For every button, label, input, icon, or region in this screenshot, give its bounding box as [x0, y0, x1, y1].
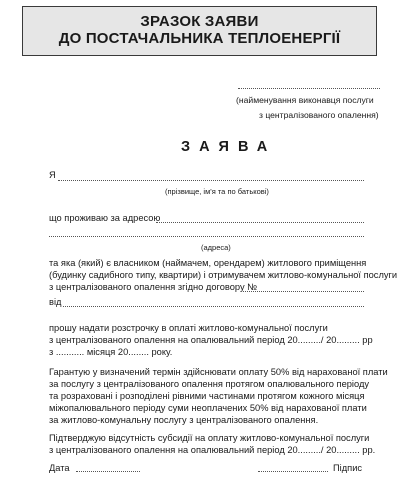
address-label: що проживаю за адресою: [49, 213, 161, 223]
guarantee-paragraph-line-5: за житлово-комунальну послугу з централізованого опалення.: [49, 415, 319, 425]
contract-date-line[interactable]: [63, 306, 364, 307]
document-title: ЗАЯВА: [181, 139, 277, 155]
guarantee-paragraph-line-1: Гарантую у визначений термін здійснювати оплату 50% від нарахованої плати: [49, 367, 388, 377]
address-line-1[interactable]: [156, 222, 364, 223]
header-box: [22, 6, 377, 56]
subsidy-paragraph-line-2: з централізованого опалення на опалювальний період 20........./ 20......... рр.: [49, 445, 376, 455]
guarantee-paragraph-line-4: міжопалювального періоду суми неоплачених 50% від нарахованої плати: [49, 403, 367, 413]
request-paragraph-line-2: з централізованого опалення на опалювальний період 20........./ 20......... рр: [49, 335, 373, 345]
guarantee-paragraph-line-2: за послугу з централізованого опалення протягом опалювального періоду: [49, 379, 370, 389]
date-line[interactable]: [76, 471, 140, 472]
recipient-name-line[interactable]: [238, 88, 380, 89]
recipient-hint-line-1: (найменування виконавця послуги: [236, 95, 374, 105]
applicant-name-hint: (прізвище, ім'я та по батькові): [165, 187, 269, 196]
contract-date-label: від: [49, 297, 62, 307]
signature-line[interactable]: [258, 471, 328, 472]
header-title-line-2: ДО ПОСТАЧАЛЬНИКА ТЕПЛОЕНЕРГІЇ: [58, 30, 341, 47]
contract-number-line[interactable]: [243, 291, 364, 292]
header-title-line-1: ЗРАЗОК ЗАЯВИ: [140, 13, 259, 30]
owner-paragraph-line-1: та яка (який) є власником (наймачем, орендарем) житлового приміщення: [49, 258, 367, 268]
request-paragraph-line-3: з ........... місяця 20........ року.: [49, 347, 173, 357]
request-paragraph-line-1: прошу надати розстрочку в оплаті житлово-комунальної послуги: [49, 323, 328, 333]
signature-label: Підпис: [333, 463, 363, 473]
address-hint: (адреса): [201, 243, 231, 252]
date-label: Дата: [49, 463, 70, 473]
guarantee-paragraph-line-3: та розраховані і розподілені рівними частинами протягом кожного місяця: [49, 391, 365, 401]
applicant-name-line[interactable]: [58, 180, 364, 181]
owner-paragraph-line-3: з централізованого опалення згідно договору №: [49, 282, 258, 292]
address-line-2[interactable]: [49, 236, 364, 237]
applicant-prefix: Я: [49, 170, 56, 180]
subsidy-paragraph-line-1: Підтверджую відсутність субсидії на оплату житлово-комунальної послуги: [49, 433, 370, 443]
recipient-hint-line-2: з централізованого опалення): [259, 110, 379, 120]
owner-paragraph-line-2: (будинку садибного типу, квартири) і отримувачем житлово-комунальної послуги: [49, 270, 398, 280]
